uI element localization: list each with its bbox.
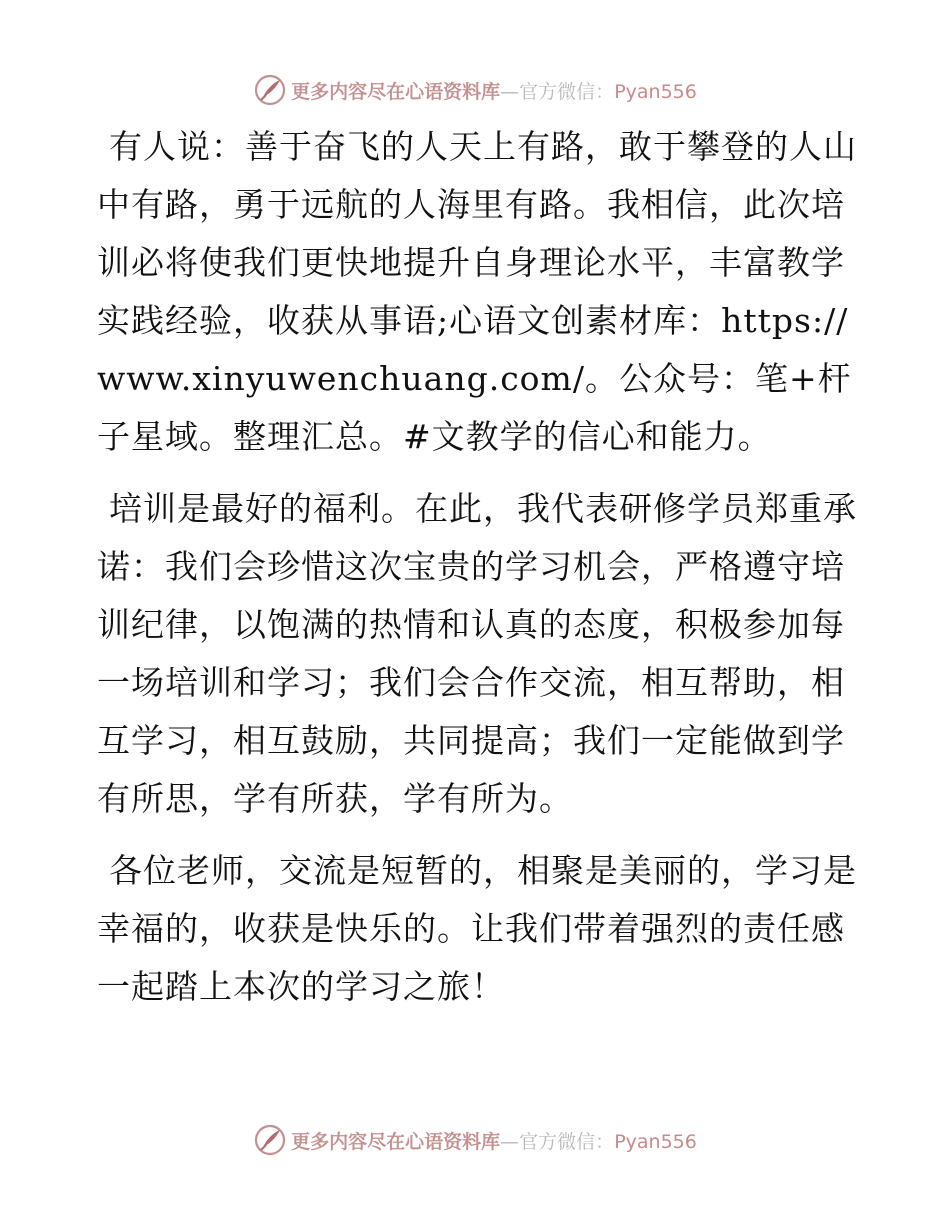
paragraph-2: 培训是最好的福利。在此，我代表研修学员郑重承诺：我们会珍惜这次宝贵的学习机会，严格遵守培训纪律，以饱满的热情和认真的态度，积极参加每一场培训和学习；我们会合作交流，相互帮助，相互学习，相互鼓励，共同提高；我们一定能做到学有所思，学有所获，学有所为。 [97, 489, 857, 818]
header-banner-official: 官方微信： [519, 80, 615, 103]
paragraph-1: 有人说：善于奋飞的人天上有路，敢于攀登的人山中有路，勇于远航的人海里有路。我相信，此次培训必将使我们更快地提升自身理论水平，丰富教学实践经验，收获从事语;心语文创素材库：https://www.xinyuwenchuang.com/。公众号：笔+杆子星域。整理汇总。#文教学的信心和能力。 [97, 127, 857, 456]
header-banner-title: 更多内容尽在心语资料库 [291, 80, 501, 103]
footer-banner-dash: — [500, 1130, 520, 1153]
header-watermark-banner [0, 70, 950, 110]
quill-circle-logo-icon [253, 73, 287, 107]
quill-circle-logo-icon [253, 1123, 287, 1157]
footer-watermark-banner [0, 1120, 950, 1160]
header-banner-wechat-id: Pyan556 [614, 80, 697, 103]
footer-banner-official: 官方微信： [519, 1130, 615, 1153]
footer-banner-wechat-id: Pyan556 [614, 1130, 697, 1153]
document-body [97, 118, 857, 1030]
footer-banner-title: 更多内容尽在心语资料库 [291, 1130, 501, 1153]
paragraph-3: 各位老师，交流是短暂的，相聚是美丽的，学习是幸福的，收获是快乐的。让我们带着强烈的责任感一起踏上本次的学习之旅！ [97, 851, 857, 1006]
header-banner-dash: — [500, 80, 520, 103]
